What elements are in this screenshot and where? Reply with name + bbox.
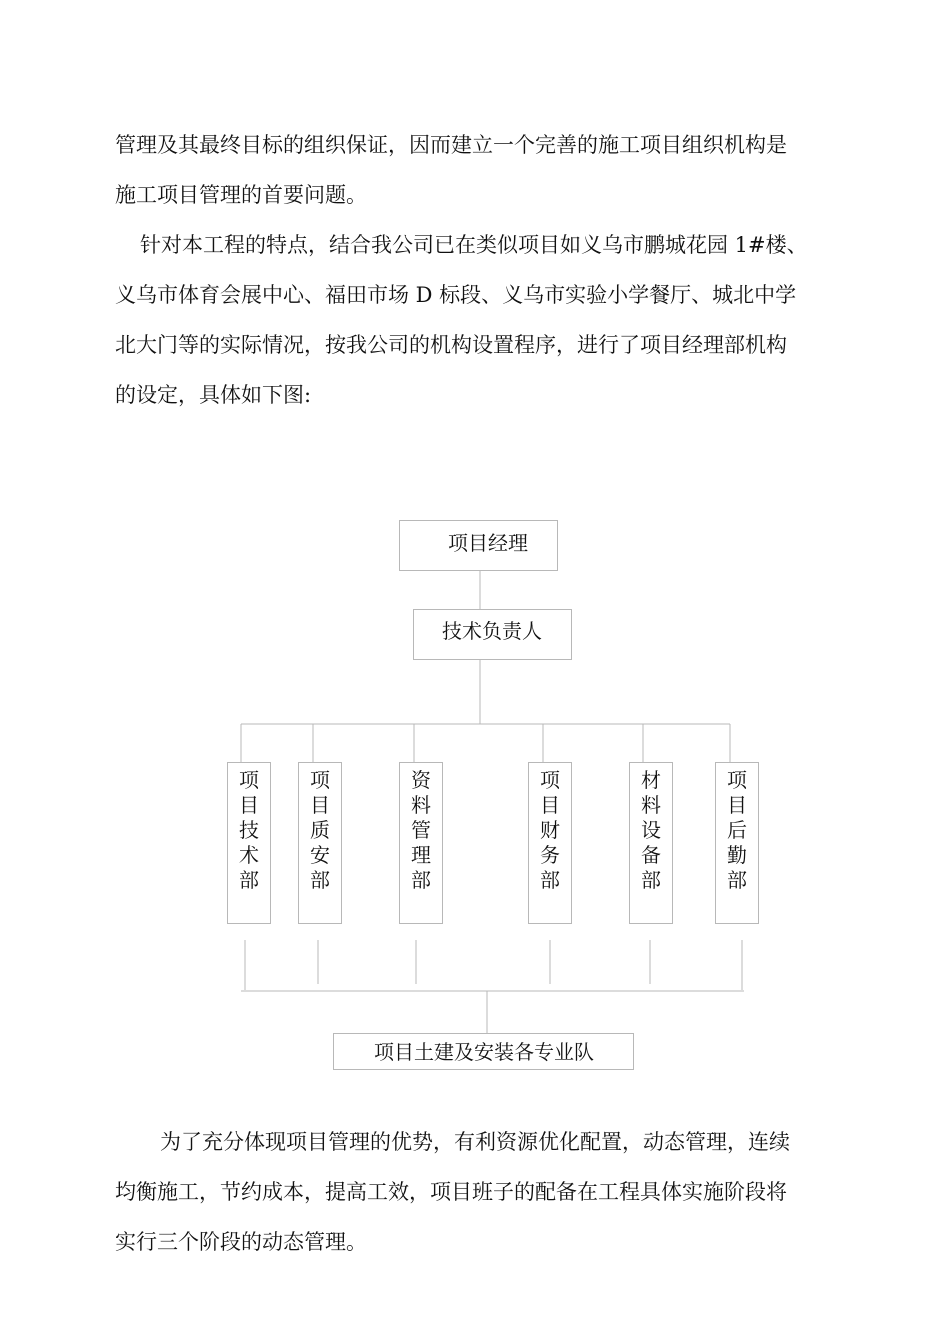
outro-line: 实行三个阶段的动态管理。: [115, 1230, 367, 1254]
department-label: 项目后勤部: [727, 768, 747, 892]
intro-line: 针对本工程的特点，结合我公司已在类似项目如义乌市鹏城花园 1#楼、: [140, 233, 808, 257]
intro-line: 施工项目管理的首要问题。: [115, 183, 367, 207]
outro-line: 均衡施工，节约成本，提高工效，项目班子的配备在工程具体实施阶段将: [115, 1180, 787, 1204]
department-label: 资料管理部: [411, 768, 431, 892]
org-top-label: 项目经理: [448, 531, 528, 555]
org-second-label: 技术负责人: [442, 619, 542, 643]
department-label: 项目财务部: [540, 768, 560, 892]
intro-line: 北大门等的实际情况，按我公司的机构设置程序，进行了项目经理部机构: [115, 333, 787, 357]
department-labels: [239, 768, 748, 892]
intro-line: 义乌市体育会展中心、福田市场 D 标段、义乌市实验小学餐厅、城北中学: [115, 283, 797, 307]
org-bottom-label: 项目土建及安装各专业队: [374, 1040, 594, 1064]
department-label: 项目技术部: [239, 768, 259, 892]
outro-line: 为了充分体现项目管理的优势，有利资源优化配置，动态管理，连续: [160, 1130, 790, 1154]
intro-line: 的设定，具体如下图:: [115, 383, 312, 407]
department-label: 材料设备部: [641, 768, 661, 892]
intro-line: 管理及其最终目标的组织保证，因而建立一个完善的施工项目组织机构是: [115, 133, 787, 157]
department-label: 项目质安部: [310, 768, 330, 892]
